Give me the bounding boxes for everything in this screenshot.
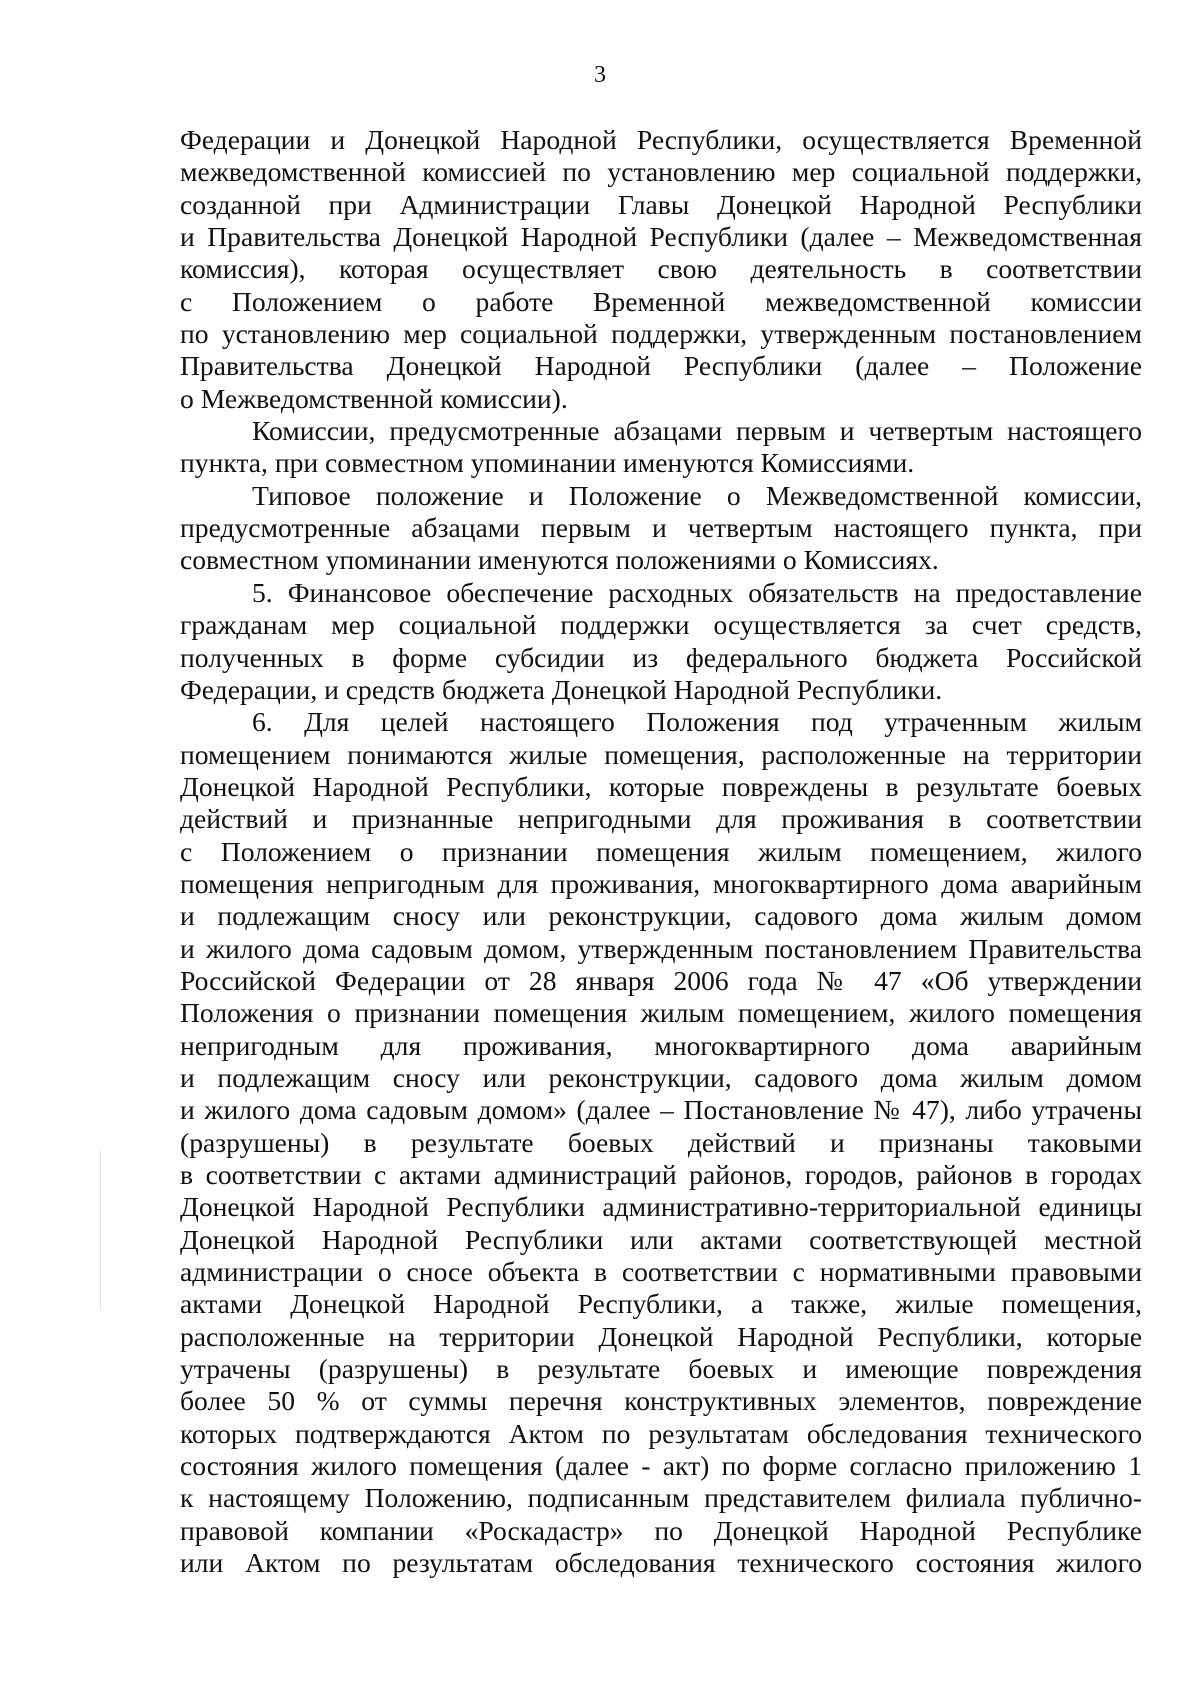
text-line: Федерации, и средств бюджета Донецкой Народной Республики. — [180, 673, 943, 705]
text-line: Комиссии, предусмотренные абзацами первым и четвертым настоящего — [252, 415, 1142, 447]
text-line: актами Донецкой Народной Республики, а также, жилые помещения, — [180, 1288, 1142, 1320]
text-line: комиссия), которая осуществляет свою деятельность в соответствии — [180, 253, 1142, 285]
text-line: помещения непригодным для проживания, многоквартирного дома аварийным — [180, 867, 1142, 899]
text-line: Типовое положение и Положение о Межведомственной комиссии, — [252, 479, 1142, 511]
text-line: непригодным для проживания, многоквартирного дома аварийным — [180, 1029, 1142, 1061]
text-line: Российской Федерации от 28 января 2006 года № 47 «Об утверждении — [180, 964, 1142, 996]
text-line: действий и признанные непригодными для проживания в соответствии — [180, 803, 1142, 835]
scan-artifact-line — [100, 1150, 101, 1310]
text-line: расположенные на территории Донецкой Народной Республики, которые — [180, 1320, 1142, 1352]
text-line: и жилого дома садовым домом, утвержденным постановлением Правительства — [180, 932, 1142, 964]
text-line: к настоящему Положению, подписанным представителем филиала публично- — [180, 1482, 1142, 1514]
text-line: Федерации и Донецкой Народной Республики, осуществляется Временной — [180, 124, 1142, 155]
text-line: созданной при Администрации Главы Донецкой Народной Республики — [180, 188, 1142, 220]
text-line: по установлению мер социальной поддержки, утвержденным постановлением — [180, 318, 1142, 350]
text-line: совместном упоминании именуются положениями о Комиссиях. — [180, 544, 939, 576]
text-line: Положения о признании помещения жилым помещением, жилого помещения — [180, 997, 1142, 1029]
text-line: 5. Финансовое обеспечение расходных обязательств на предоставление — [252, 576, 1142, 608]
text-line: утрачены (разрушены) в результате боевых и имеющие повреждения — [180, 1353, 1142, 1385]
text-line: Правительства Донецкой Народной Республики (далее – Положение — [180, 350, 1142, 382]
text-line: состояния жилого помещения (далее - акт) по форме согласно приложению 1 — [180, 1450, 1142, 1482]
text-line: правовой компании «Роскадастр» по Донецкой Народной Республике — [180, 1514, 1142, 1546]
text-line: и подлежащим сносу или реконструкции, садового дома жилым домом — [180, 900, 1142, 932]
text-line: гражданам мер социальной поддержки осуществляется за счет средств, — [180, 609, 1142, 641]
text-line: 6. Для целей настоящего Положения под утраченным жилым — [252, 706, 1142, 738]
document-body — [180, 124, 1142, 1579]
text-line: о Межведомственной комиссии). — [180, 382, 568, 414]
text-line: администрации о сносе объекта в соответствии с нормативными правовыми — [180, 1256, 1142, 1288]
text-line: с Положением о признании помещения жилым помещением, жилого — [180, 835, 1142, 867]
text-line: с Положением о работе Временной межведомственной комиссии — [180, 285, 1142, 317]
text-line: Донецкой Народной Республики, которые повреждены в результате боевых — [180, 770, 1142, 802]
text-line: или Актом по результатам обследования технического состояния жилого — [180, 1547, 1142, 1579]
text-line: (разрушены) в результате боевых действий и признаны таковыми — [180, 1126, 1142, 1158]
text-line: Донецкой Народной Республики или актами соответствующей местной — [180, 1223, 1142, 1255]
text-line: и Правительства Донецкой Народной Республики (далее – Межведомственная — [180, 221, 1142, 253]
text-line: помещением понимаются жилые помещения, расположенные на территории — [180, 738, 1142, 770]
text-line: которых подтверждаются Актом по результатам обследования технического — [180, 1417, 1142, 1449]
page-number: 3 — [594, 62, 606, 88]
text-line: в соответствии с актами администраций районов, городов, районов в городах — [180, 1159, 1142, 1190]
text-line: и жилого дома садовым домом» (далее – Постановление № 47), либо утрачены — [180, 1094, 1142, 1126]
text-line: полученных в форме субсидии из федерального бюджета Российской — [180, 641, 1142, 673]
text-line: предусмотренные абзацами первым и четвертым настоящего пункта, при — [180, 512, 1142, 544]
text-line: и подлежащим сносу или реконструкции, садового дома жилым домом — [180, 1061, 1142, 1093]
text-line: Донецкой Народной Республики административно-территориальной единицы — [180, 1191, 1142, 1223]
text-line: пункта, при совместном упоминании именуются Комиссиями. — [180, 447, 915, 479]
text-line: межведомственной комиссией по установлению мер социальной поддержки, — [180, 156, 1142, 188]
text-line: более 50 % от суммы перечня конструктивных элементов, повреждение — [180, 1385, 1142, 1417]
